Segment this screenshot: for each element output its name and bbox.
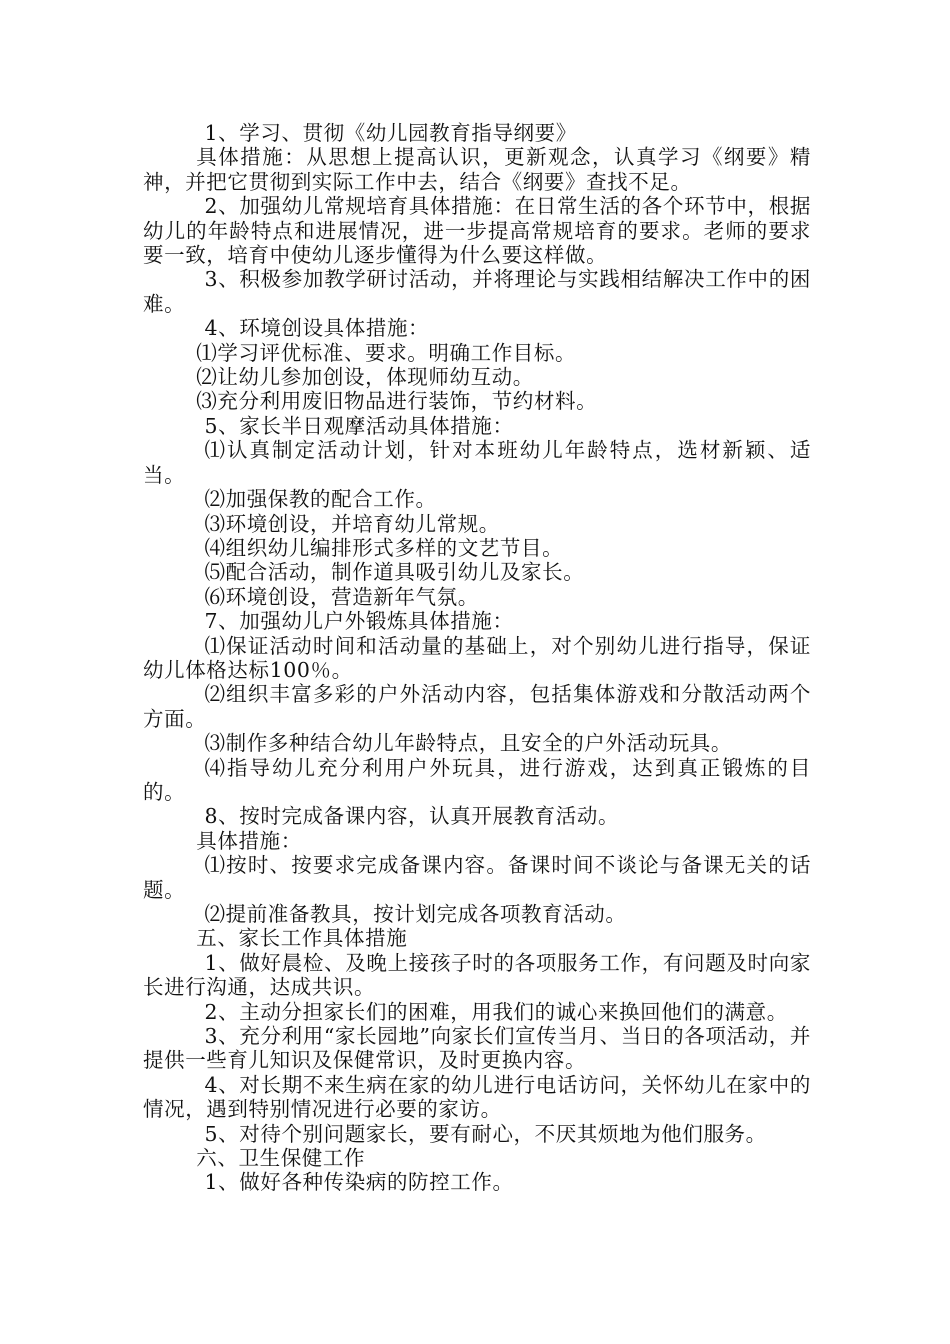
paragraph: ⑹环境创设，营造新年气氛。 [204,584,479,609]
paragraph: 4、环境创设具体措施： [204,316,430,341]
paragraph: ⑴保证活动时间和活动量的基础上，对个别幼儿进行指导，保证幼儿体格达标100％。 [143,633,811,682]
paragraph: ⑵组织丰富多彩的户外活动内容，包括集体游戏和分散活动两个方面。 [143,682,811,731]
paragraph: 1、做好各种传染病的防控工作。 [204,1170,514,1195]
paragraph: 1、学习、贯彻《幼儿园教育指导纲要》 [204,121,577,145]
paragraph: 3、充分利用“家长园地”向家长们宣传当月、当日的各项活动，并提供一些育儿知识及保健常识，及时更换内容。 [143,1024,811,1073]
section-heading: 五、家长工作具体措施 [196,926,408,951]
paragraph: 3、积极参加教学研讨活动，并将理论与实践相结解决工作中的困难。 [143,267,811,316]
paragraph: 具体措施：从思想上提高认识，更新观念，认真学习《纲要》精神，并把它贯彻到实际工作中去，结合《纲要》查找不足。 [143,145,811,194]
paragraph: 1、做好晨检、及晚上接孩子时的各项服务工作，有问题及时向家长进行沟通，达成共识。 [143,950,811,1000]
document-body [143,121,811,1195]
paragraph: ⑷组织幼儿编排形式多样的文艺节目。 [204,535,564,560]
paragraph: ⑴学习评优标准、要求。明确工作目标。 [196,340,577,365]
paragraph: ⑵提前准备教具，按计划完成各项教育活动。 [204,902,627,926]
paragraph: 4、对长期不来生病在家的幼儿进行电话访问，关怀幼儿在家中的情况，遇到特别情况进行必要的家访。 [143,1072,811,1122]
paragraph: ⑷指导幼儿充分利用户外玩具，进行游戏，达到真正锻炼的目的。 [143,755,811,804]
paragraph: ⑴按时、按要求完成备课内容。备课时间不谈论与备课无关的话题。 [143,853,811,902]
paragraph: 5、家长半日观摩活动具体措施： [204,413,514,438]
paragraph: ⑴认真制定活动计划，针对本班幼儿年龄特点，选材新颖、适当。 [143,438,811,487]
paragraph: 7、加强幼儿户外锻炼具体措施： [204,609,514,634]
paragraph: 8、按时完成备课内容，认真开展教育活动。 [204,804,620,829]
paragraph: 2、主动分担家长们的困难，用我们的诚心来换回他们的满意。 [204,999,788,1024]
paragraph: ⑶制作多种结合幼儿年龄特点，且安全的户外活动玩具。 [204,731,732,756]
section-heading: 六、卫生保健工作 [196,1146,366,1171]
paragraph: ⑶环境创设，并培育幼儿常规。 [204,511,500,536]
paragraph: 具体措施： [196,828,302,853]
paragraph: ⑵让幼儿参加创设，体现师幼互动。 [196,365,534,390]
paragraph: 2、加强幼儿常规培育具体措施：在日常生活的各个环节中，根据幼儿的年龄特点和进展情况，进一步提高常规培育的要求。老师的要求要一致，培育中使幼儿逐步懂得为什么要这样做。 [143,194,811,268]
paragraph: ⑶充分利用废旧物品进行装饰，节约材料。 [196,389,598,414]
paragraph: ⑸配合活动，制作道具吸引幼儿及家长。 [204,560,585,585]
paragraph: 5、对待个别问题家长，要有耐心，不厌其烦地为他们服务。 [204,1121,767,1146]
paragraph: ⑵加强保教的配合工作。 [204,487,437,512]
